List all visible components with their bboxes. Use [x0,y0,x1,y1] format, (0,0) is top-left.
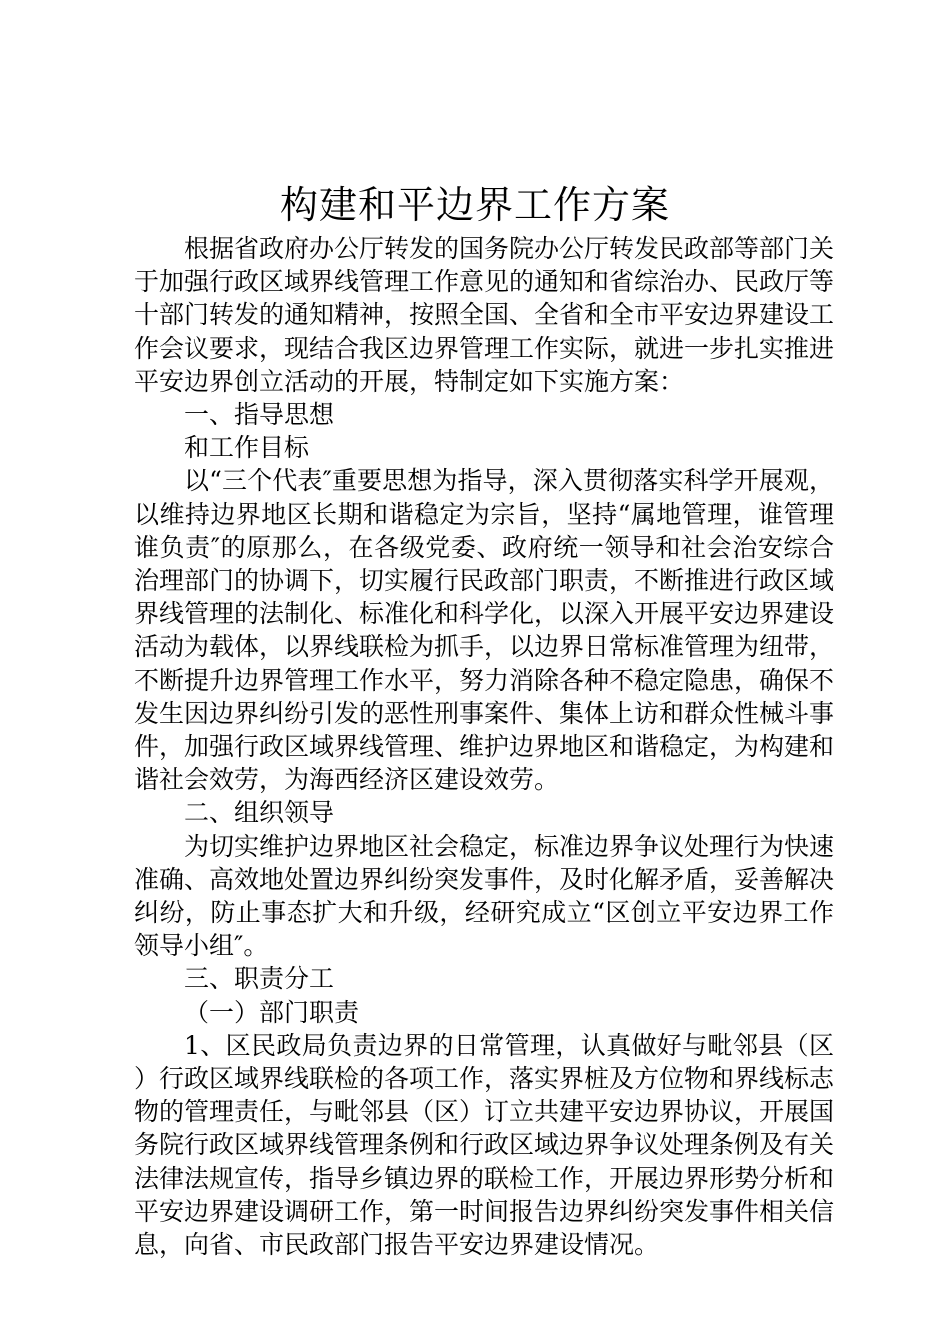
document-title: 构建和平边界工作方案 [279,183,670,227]
section-heading-responsibilities: 三、职责分工 [184,964,335,994]
section-heading-work-goals: 和工作目标 [184,433,310,463]
department-duty-paragraph: 1、区民政局负责边界的日常管理，认真做好与毗邻县（区）行政区域界线联检的各项工作，落实界桩及方位物和界线标志物的管理责任，与毗邻县（区）订立共建平安边界协议，开展国务院行政区域界线管理条例和行政区域边界争议处理条例及有关法律法规宣传，指导乡镇边界的联检工作，开展边界形势分析和平安边界建设调研工作，第一时间报告边界纠纷突发事件相关信息，向省、市民政部门报告平安边界建设情况。 [134,1030,835,1260]
section-heading-organization: 二、组织领导 [184,798,335,828]
intro-paragraph: 根据省政府办公厅转发的国务院办公厅转发民政部等部门关于加强行政区域界线管理工作意见的通知和省综治办、民政厅等十部门转发的通知精神，按照全国、全省和全市平安边界建设工作会议要求，现结合我区边界管理工作实际，就进一步扎实推进平安边界创立活动的开展，特制定如下实施方案： [134,234,835,396]
document-body [134,232,834,1261]
guiding-ideology-paragraph: 以“三个代表″重要思想为指导，深入贯彻落实科学开展观，以维持边界地区长期和谐稳定为宗旨，坚持“属地管理，谁管理谁负责″的原那么，在各级党委、政府统一领导和社会治安综合治理部门的协调下，切实履行民政部门职责，不断推进行政区域界线管理的法制化、标准化和科学化，以深入开展平安边界建设活动为载体，以界线联检为抓手，以边界日常标准管理为纽带，不断提升边界管理工作水平，努力消除各种不稳定隐患，确保不发生因边界纠纷引发的恶性刑事案件、集体上访和群众性械斗事件，加强行政区域界线管理、维护边界地区和谐稳定，为构建和谐社会效劳，为海西经济区建设效劳。 [134,466,835,795]
organization-paragraph: 为切实维护边界地区社会稳定，标准边界争议处理行为快速准确、高效地处置边界纠纷突发事件，及时化解矛盾，妥善解决纠纷，防止事态扩大和升级，经研究成立“区创立平安边界工作领导小组″。 [134,831,835,961]
subsection-heading-department-duties: （一）部门职责 [184,997,360,1027]
section-heading-guiding-ideology: 一、指导思想 [184,400,335,430]
